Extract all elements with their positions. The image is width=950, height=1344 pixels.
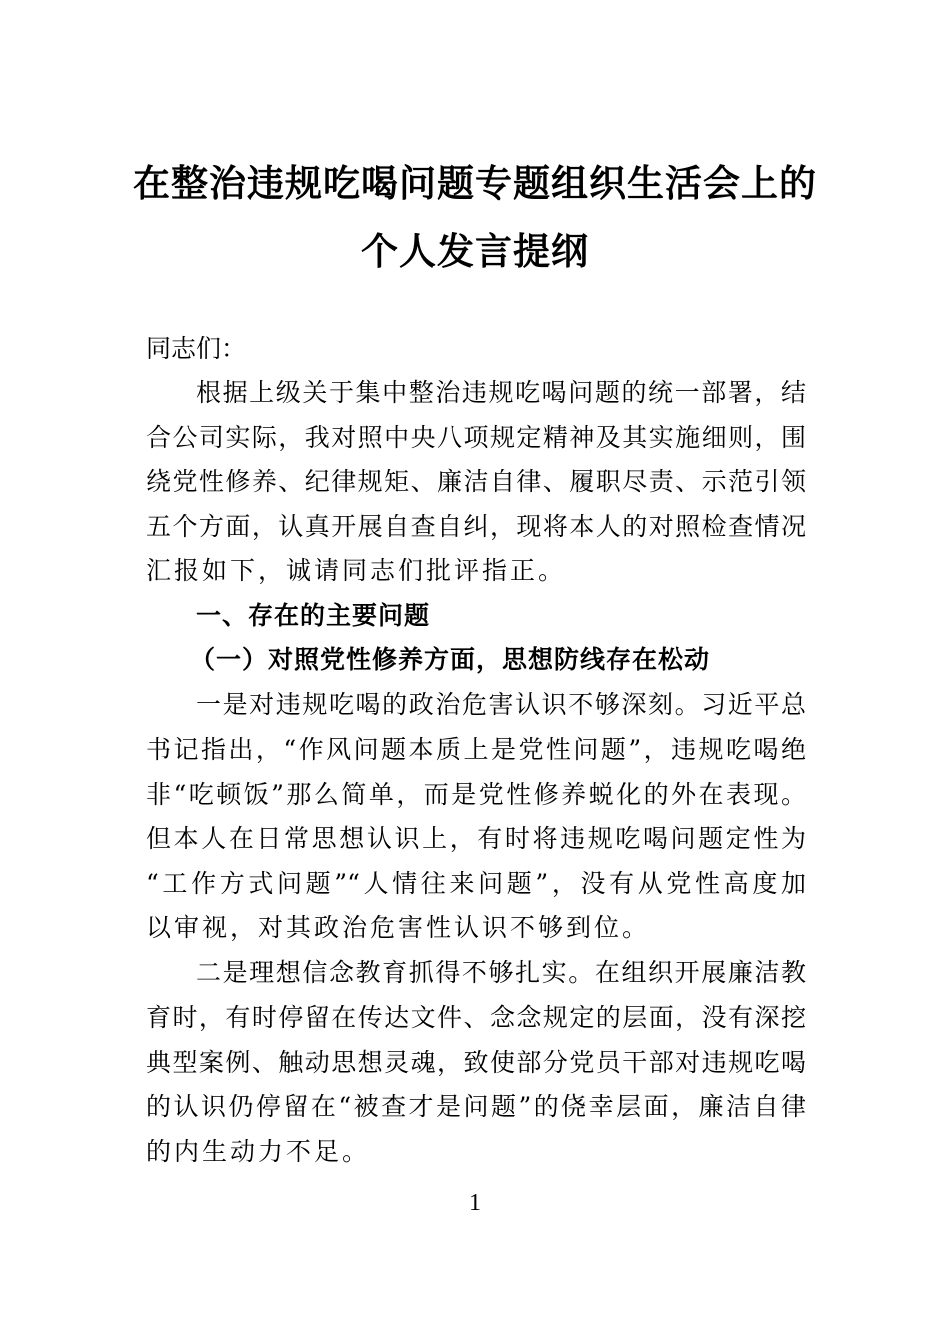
paragraph-3-line-3: 典型案例、触动思想灵魂，致使部分党员干部对违规吃喝 [146,1048,806,1077]
paragraph-1-line-2: 合公司实际，我对照中央八项规定精神及其实施细则，围 [146,423,806,452]
document-title-line-2: 个人发言提纲 [361,230,589,273]
page-number: 1 [469,1190,481,1216]
paragraph-2-line-5: “工作方式问题”“人情往来问题”，没有从党性高度加 [146,869,806,898]
paragraph-3-line-2: 育时，有时停留在传达文件、念念规定的层面，没有深挖 [146,1003,806,1032]
paragraph-3-line-4: 的认识仍停留在“被查才是问题”的侥幸层面，廉洁自律 [146,1092,806,1121]
paragraph-2-line-2: 书记指出，“作风问题本质上是党性问题”，违规吃喝绝 [146,735,806,764]
paragraph-1-line-4: 五个方面，认真开展自查自纠，现将本人的对照检查情况 [146,512,806,541]
document-title-line-1: 在整治违规吃喝问题专题组织生活会上的 [133,162,817,205]
paragraph-2-line-4: 但本人在日常思想认识上，有时将违规吃喝问题定性为 [146,824,806,853]
section-heading-1: 一、存在的主要问题 [196,601,431,630]
paragraph-1-line-5: 汇报如下，诚请同志们批评指正。 [146,556,567,585]
paragraph-3-line-1: 二是理想信念教育抓得不够扎实。在组织开展廉洁教 [196,958,806,987]
salutation: 同志们： [146,334,247,363]
paragraph-1-line-1: 根据上级关于集中整治违规吃喝问题的统一部署，结 [196,378,806,407]
paragraph-3-line-5: 的内生动力不足。 [146,1137,371,1166]
section-heading-2: （一）对照党性修养方面，思想防线存在松动 [190,645,711,674]
paragraph-2-line-3: 非“吃顿饭”那么简单，而是党性修养蜕化的外在表现。 [146,780,806,809]
paragraph-2-line-1: 一是对违规吃喝的政治危害认识不够深刻。习近平总 [196,690,806,719]
paragraph-1-line-3: 绕党性修养、纪律规矩、廉洁自律、履职尽责、示范引领 [146,467,806,496]
paragraph-2-line-6: 以审视，对其政治危害性认识不够到位。 [146,913,651,942]
